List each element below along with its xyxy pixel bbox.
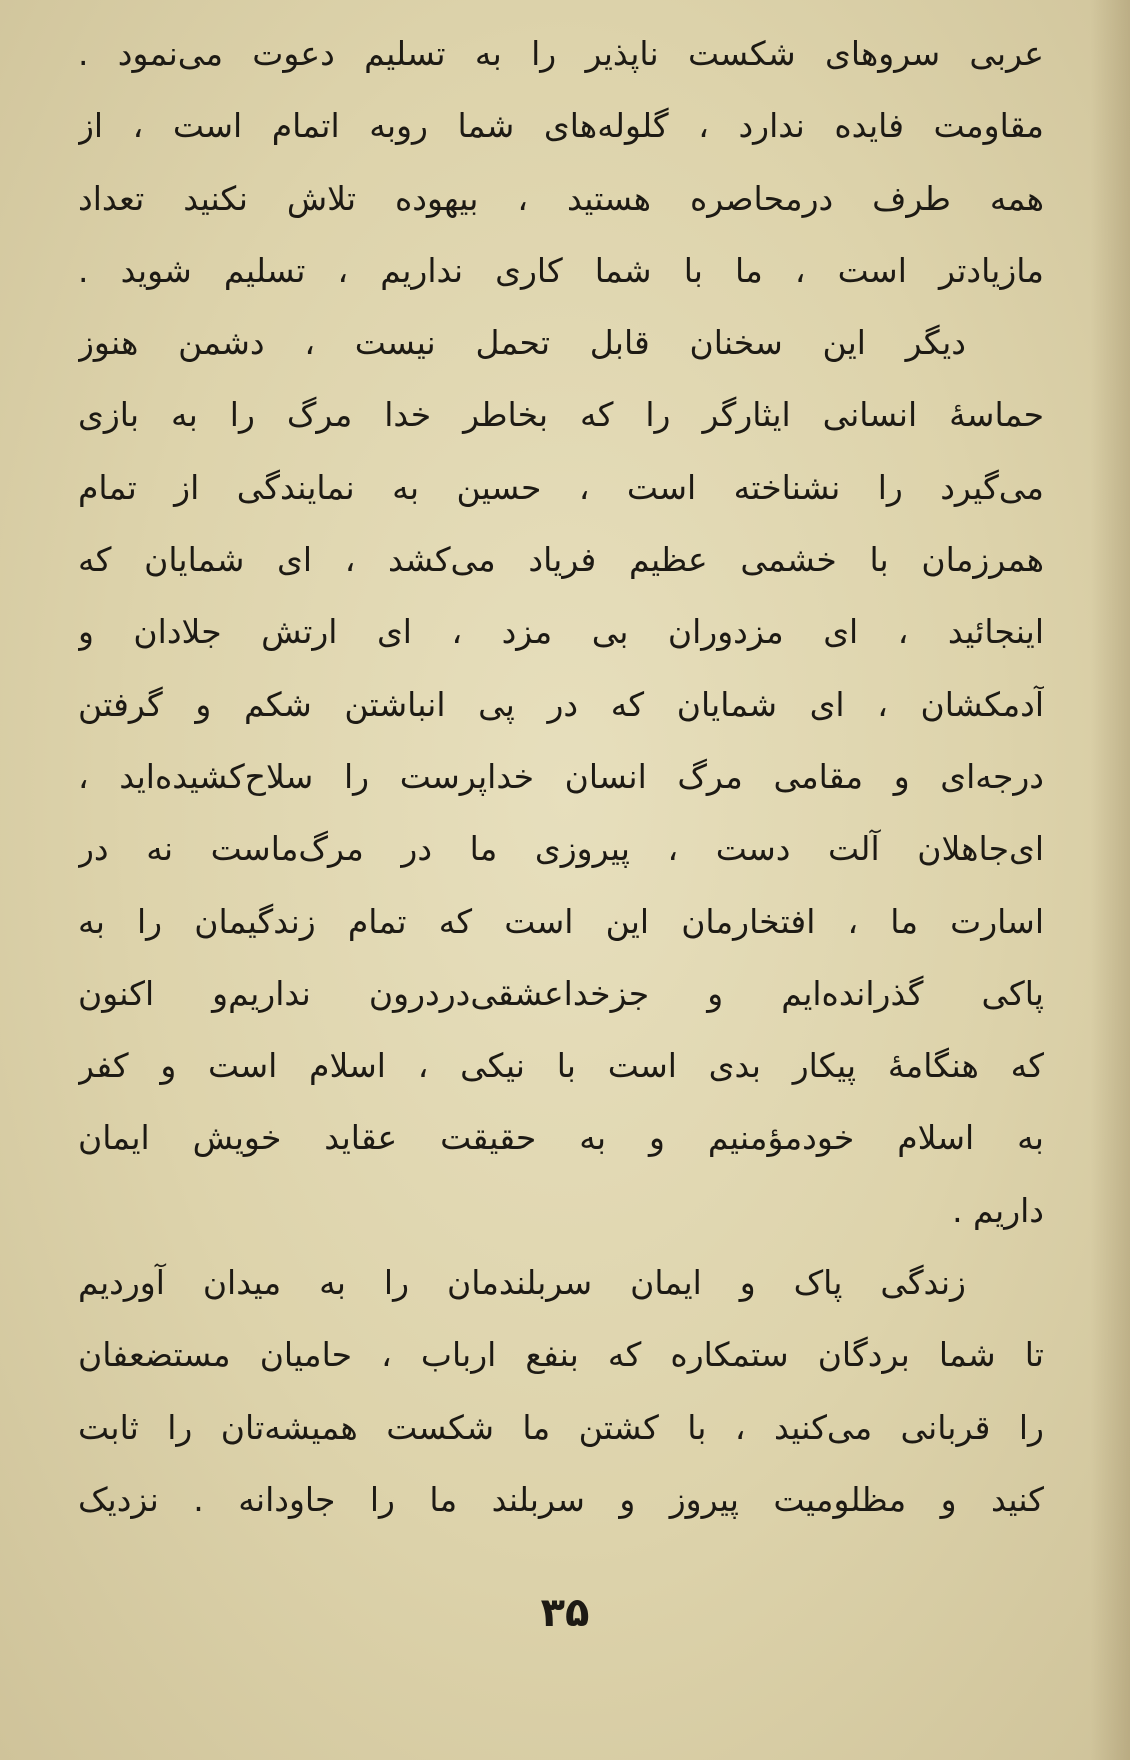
- paragraph-start-line: دیگر این سخنان قابل تحمل نیست ، دشمن هنوز: [78, 323, 966, 363]
- text-line: عربی سروهای شکست ناپذیر را به تسلیم دعوت می‌نمود .: [78, 34, 1044, 73]
- body-text: [78, 18, 1044, 1536]
- text-line: که هنگامهٔ پیکار بدی است با نیکی ، اسلام است و کفر: [78, 1046, 1044, 1086]
- page-edge-shadow: [1090, 0, 1130, 1760]
- page-number: ۳۵: [540, 1590, 590, 1636]
- text-line: کنید و مظلومیت پیروز و سربلند ما را جاودانه . نزدیک: [78, 1479, 1044, 1519]
- text-line: می‌گیرد را نشناخته است ، حسین به نمایندگی از تمام: [78, 467, 1044, 507]
- paragraph-start-line: زندگی پاک و ایمان سربلندمان را به میدان آوردیم: [78, 1263, 966, 1303]
- text-line: درجه‌ای و مقامی مرگ انسان خداپرست را سلاح‌کشیده‌اید ،: [78, 756, 1044, 796]
- text-line: همه طرف درمحاصره هستید ، بیهوده تلاش نکنید تعداد: [78, 178, 1044, 218]
- text-line: همرزمان با خشمی عظیم فریاد می‌کشد ، ای شمایان که: [78, 540, 1044, 580]
- text-line: ای‌جاهلان آلت دست ، پیروزی ما در مرگ‌ماست نه در: [78, 829, 1044, 869]
- text-line: آدمکشان ، ای شمایان که در پی انباشتن شکم و گرفتن: [78, 684, 1044, 724]
- text-line: پاکی گذرانده‌ایم و جزخداعشقی‌دردرون نداریم‌و اکنون: [78, 973, 1044, 1013]
- text-line: حماسهٔ انسانی ایثارگر را که بخاطر خدا مرگ را به بازی: [78, 395, 1044, 435]
- text-line: مازیادتر است ، ما با شما کاری نداریم ، تسلیم شوید .: [78, 250, 1044, 290]
- text-line: اسارت ما ، افتخارمان این است که تمام زندگیمان را به: [78, 901, 1044, 941]
- text-line: به اسلام خودمؤمنیم و به حقیقت عقاید خویش ایمان: [78, 1118, 1044, 1158]
- text-line: اینجائید ، ای مزدوران بی مزد ، ای ارتش جلادان و: [78, 612, 1044, 652]
- text-line: مقاومت فایده ندارد ، گلوله‌های شما روبه اتمام است ، از: [78, 106, 1044, 146]
- text-line: را قربانی می‌کنید ، با کشتن ما شکست همیشه‌تان را ثابت: [78, 1407, 1044, 1447]
- text-line: تا شما بردگان ستمکاره که بنفع ارباب ، حامیان مستضعفان: [78, 1335, 1044, 1375]
- paragraph-end-line: داریم .: [952, 1190, 1044, 1230]
